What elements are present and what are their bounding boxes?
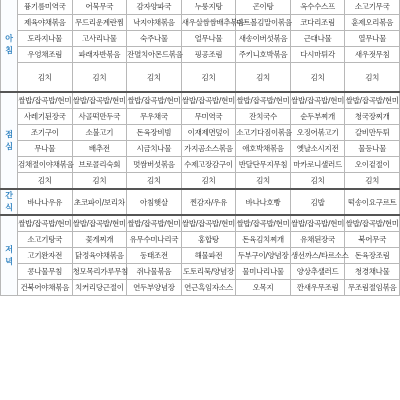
menu-cell: 옛날소시지전 xyxy=(290,141,345,157)
menu-cell: 유채된장국 xyxy=(290,232,345,248)
menu-cell: 소불고기 xyxy=(72,125,127,141)
menu-cell: 사레기된장국 xyxy=(18,109,73,125)
menu-cell: 오목지 xyxy=(236,280,291,296)
menu-cell: 쌀밥/잡곡밥/현미 xyxy=(18,92,73,109)
menu-cell: 김치 xyxy=(18,63,73,93)
menu-cell: 코다리조림 xyxy=(290,15,345,31)
menu-cell: 쌀밥/잡곡밥/현미 xyxy=(236,92,291,109)
meal-label-lunch: 점 심 xyxy=(1,92,18,189)
menu-cell: 아침햇살 xyxy=(127,189,182,215)
menu-cell: 청모목리가루무침 xyxy=(72,264,127,280)
menu-cell: 바나나우유 xyxy=(18,189,73,215)
menu-cell: 어묵무국 xyxy=(72,0,127,15)
menu-cell: 제육야채볶음 xyxy=(18,15,73,31)
menu-cell: 생선까스/타르소스 xyxy=(290,248,345,264)
menu-cell: 유무수미나리국 xyxy=(127,232,182,248)
menu-cell: 감자양파국 xyxy=(127,0,182,15)
menu-cell: 브로콜리숙회 xyxy=(72,157,127,173)
menu-cell: 열무나물 xyxy=(345,31,400,47)
table-row xyxy=(1,173,400,190)
menu-cell: 소고기탕국 xyxy=(18,232,73,248)
menu-cell: 소고기다짐이볶음 xyxy=(236,125,291,141)
menu-cell: 쌀밥/잡곡밥/현미 xyxy=(127,92,182,109)
menu-cell: 애호박채볶음 xyxy=(236,141,291,157)
menu-cell: 김치 xyxy=(236,173,291,190)
menu-cell: 김치 xyxy=(290,63,345,93)
menu-cell: 청경채나물 xyxy=(345,264,400,280)
menu-cell: 홍합탕 xyxy=(181,232,236,248)
menu-cell: 돈육장조림 xyxy=(345,248,400,264)
menu-cell: 숙주나물 xyxy=(127,31,182,47)
table-row xyxy=(1,31,400,47)
menu-cell: 훈제오리볶음 xyxy=(345,15,400,31)
menu-cell: 김치 xyxy=(18,173,73,190)
menu-cell: 다시마튀각 xyxy=(290,47,345,63)
menu-cell: 쌀밥/잡곡밥/현미 xyxy=(290,215,345,232)
table-row xyxy=(1,125,400,141)
menu-cell: 양상추샐러드 xyxy=(290,264,345,280)
menu-cell: 깐새우무조림 xyxy=(290,280,345,296)
menu-cell: 무미역국 xyxy=(181,109,236,125)
meal-label-snack: 간 식 xyxy=(1,189,18,215)
menu-cell: 청국장찌개 xyxy=(345,109,400,125)
menu-cell: 검채절이야채볶음 xyxy=(18,157,73,173)
menu-cell: 김치 xyxy=(181,173,236,190)
menu-cell: 쌀밥/잡곡밥/현미 xyxy=(72,215,127,232)
menu-cell: 김밥 xyxy=(290,189,345,215)
menu-cell: 갈비만두튀 xyxy=(345,125,400,141)
menu-cell: 김치 xyxy=(127,173,182,190)
menu-cell: 멋쌈버섯볶음 xyxy=(127,157,182,173)
menu-cell: 김치 xyxy=(72,63,127,93)
menu-cell: 김치 xyxy=(290,173,345,190)
menu-cell: 도라지나물 xyxy=(18,31,73,47)
menu-cell: 김치 xyxy=(345,173,400,190)
menu-cell: 바나나호빵 xyxy=(236,189,291,215)
menu-cell: 찐감자/우유 xyxy=(181,189,236,215)
menu-cell: 새송이버섯볶음 xyxy=(236,31,291,47)
meal-label-dinner: 저 녁 xyxy=(1,215,18,296)
menu-cell: 쌀밥/잡곡밥/현미 xyxy=(181,215,236,232)
menu-cell: 쌀밥/잡곡밥/현미 xyxy=(290,92,345,109)
menu-cell: 얼무나물 xyxy=(181,31,236,47)
menu-cell: 꽃게찌개 xyxy=(72,232,127,248)
menu-cell: 핑공조림 xyxy=(181,47,236,63)
menu-cell: 잔치국수 xyxy=(236,109,291,125)
menu-cell: 무드리운계란찜 xyxy=(72,15,127,31)
menu-cell: 쌀밥/잡곡밥/현미 xyxy=(345,215,400,232)
menu-cell: 고사리나물 xyxy=(72,31,127,47)
table-row xyxy=(1,0,400,15)
menu-cell: 시금치나물 xyxy=(127,141,182,157)
menu-cell: 수제고장감구이 xyxy=(181,157,236,173)
table-row xyxy=(1,109,400,125)
table-row xyxy=(1,47,400,63)
menu-cell: 주키니호박볶음 xyxy=(236,47,291,63)
menu-cell: 퓽기름미역국 xyxy=(18,0,73,15)
menu-cell: 잔멸치아몬드볶음 xyxy=(127,47,182,63)
table-row xyxy=(1,232,400,248)
menu-cell: 사골떡만두국 xyxy=(72,109,127,125)
menu-cell: 가지곰소스볶음 xyxy=(181,141,236,157)
menu-cell: 고기완자전 xyxy=(18,248,73,264)
menu-cell: 쌀밥/잡곡밥/현미 xyxy=(18,215,73,232)
menu-cell: 물등나물 xyxy=(345,141,400,157)
menu-cell: 돈육장비빔 xyxy=(127,125,182,141)
menu-cell: 옥수수스프 xyxy=(290,0,345,15)
menu-cell: 쌀밥/잡곡밥/현미 xyxy=(72,92,127,109)
menu-cell: 곤이탕 xyxy=(236,0,291,15)
menu-cell: 김치 xyxy=(127,63,182,93)
menu-cell: 우엉채조림 xyxy=(18,47,73,63)
table-row xyxy=(1,15,400,31)
menu-cell: 김치 xyxy=(236,63,291,93)
table-row xyxy=(1,63,400,93)
menu-cell: 파래자반볶음 xyxy=(72,47,127,63)
menu-cell: 오이겉절이 xyxy=(345,157,400,173)
menu-cell: 도토리묵/양념장 xyxy=(181,264,236,280)
menu-cell: 근대나물 xyxy=(290,31,345,47)
menu-cell: 쌀밥/잡곡밥/현미 xyxy=(236,215,291,232)
menu-cell: 콩나물무침 xyxy=(18,264,73,280)
menu-cell: 반달단무지무침 xyxy=(236,157,291,173)
menu-cell: 북어무국 xyxy=(345,232,400,248)
table-row xyxy=(1,280,400,296)
menu-cell: 무조림절임볶음 xyxy=(345,280,400,296)
menu-cell: 쌀밥/잡곡밥/현미 xyxy=(345,92,400,109)
menu-cell: 무우채국 xyxy=(127,109,182,125)
menu-cell: 배추전 xyxy=(72,141,127,157)
table-row xyxy=(1,264,400,280)
table-row xyxy=(1,215,400,232)
menu-cell: 물미나리나물 xyxy=(236,264,291,280)
table-row xyxy=(1,157,400,173)
menu-cell: 김치 xyxy=(345,63,400,93)
menu-cell: 마카로니샐러드 xyxy=(290,157,345,173)
menu-cell: 무나물 xyxy=(18,141,73,157)
menu-cell: 누룽지탕 xyxy=(181,0,236,15)
menu-cell: 닭정육야채볶음 xyxy=(72,248,127,264)
menu-cell: 조기구이 xyxy=(18,125,73,141)
menu-cell: 새우젓무침 xyxy=(345,47,400,63)
table-row xyxy=(1,141,400,157)
menu-cell: 김치 xyxy=(181,63,236,93)
menu-cell: 건북어야채볶음 xyxy=(18,280,73,296)
menu-cell: 쥐나물볶음 xyxy=(127,264,182,280)
menu-cell: 연근흑임자소스 xyxy=(181,280,236,296)
menu-cell: 미트볼김말이볶음 xyxy=(236,15,291,31)
menu-cell: 초코파이/보리차 xyxy=(72,189,127,215)
table-row xyxy=(1,248,400,264)
menu-cell: 오징어볶고기 xyxy=(290,125,345,141)
menu-cell: 새우살쌈쌈배추볶음 xyxy=(181,15,236,31)
menu-cell: 두부구이/양념장 xyxy=(236,248,291,264)
menu-cell: 쌀밥/잡곡밥/현미 xyxy=(127,215,182,232)
menu-cell: 소고기무국 xyxy=(345,0,400,15)
menu-cell: 이재제면덮이 xyxy=(181,125,236,141)
meal-label-breakfast: 아 침 xyxy=(1,0,18,92)
menu-cell: 돈육김치찌개 xyxy=(236,232,291,248)
menu-cell: 연두부양념장 xyxy=(127,280,182,296)
menu-cell: 김치 xyxy=(72,173,127,190)
table-row xyxy=(1,189,400,215)
table-row xyxy=(1,92,400,109)
menu-cell: 쌀밥/잡곡밥/현미 xyxy=(181,92,236,109)
menu-cell: 해물파전 xyxy=(181,248,236,264)
menu-cell: 치커리당근절이 xyxy=(72,280,127,296)
menu-cell: 순두부찌개 xyxy=(290,109,345,125)
menu-cell: 동태조전 xyxy=(127,248,182,264)
menu-cell: 떡송이요구르트 xyxy=(345,189,400,215)
menu-cell: 낙지야채볶음 xyxy=(127,15,182,31)
